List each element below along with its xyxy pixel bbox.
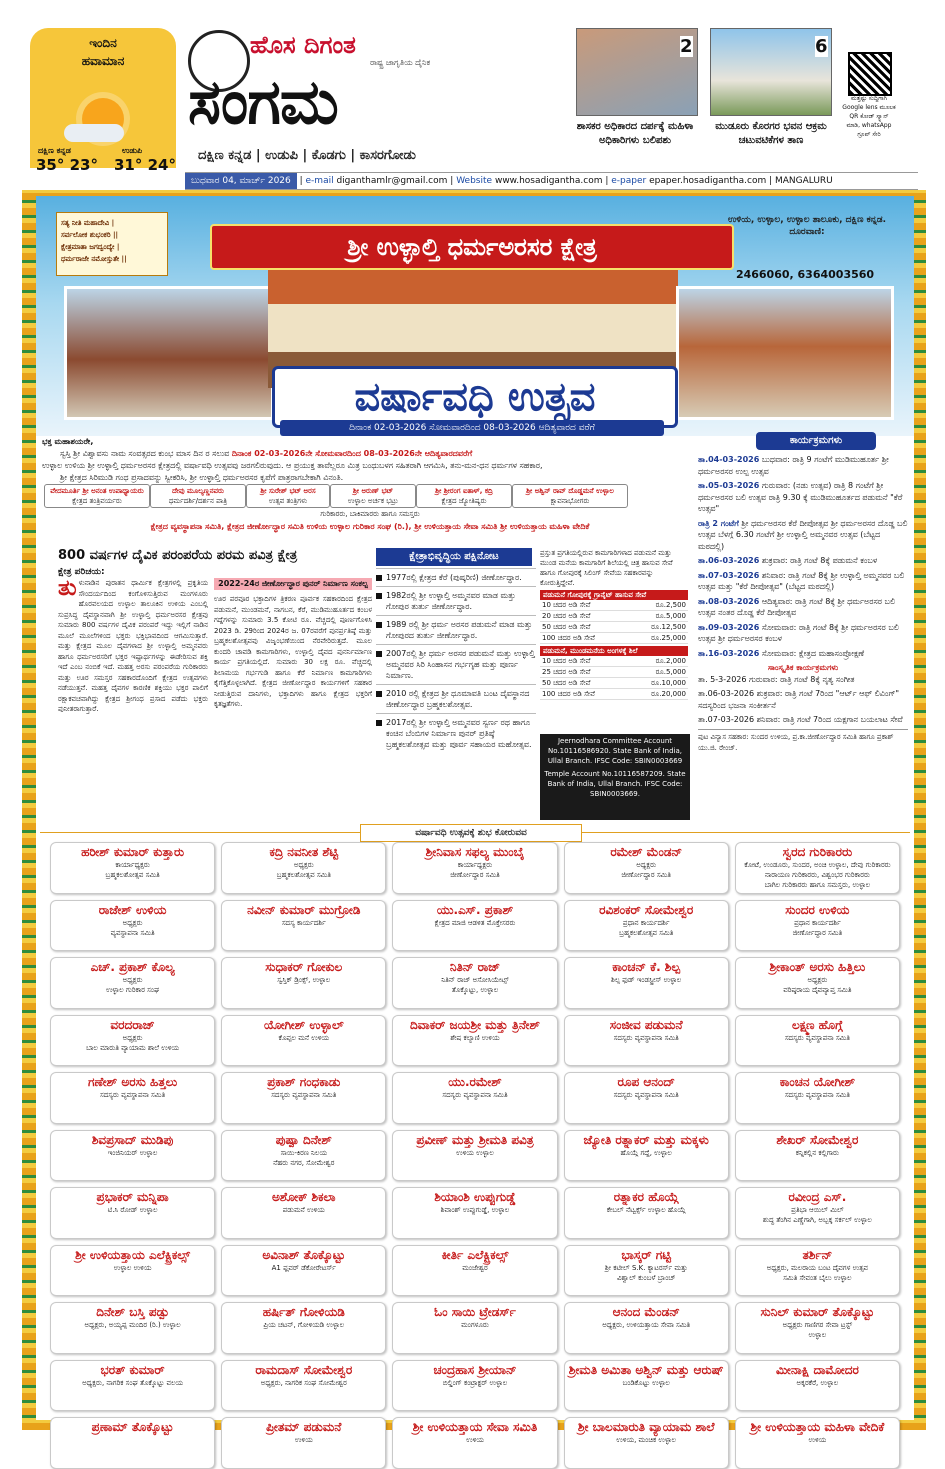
weather-left-label: ದಕ್ಷಿಣ ಕನ್ನಡ <box>38 146 71 155</box>
greeter-name: ಭಾಸ್ಕರ್ ಗಟ್ಟಿ <box>621 1247 671 1262</box>
temple-name: ಶ್ರೀ ಉಳ್ಳಾಲ್ತಿ ಧರ್ಮಅರಸರ ಕ್ಷೇತ್ರ <box>210 224 734 270</box>
greeter-name: ಕಾಂಚನ ಯೋಗೀಶ್ <box>779 1075 855 1089</box>
greeting-card <box>392 1417 557 1469</box>
greeter-detail: ಕಾರ್ಯಾಧ್ಯಕ್ಷರು <box>457 861 493 869</box>
greeter-detail: ವರಿಷ್ಠರಾಯ ದೈವವ್ಯಾಪ್ತ ಸಮಿತಿ <box>783 986 852 994</box>
cultural-item: ತಾ.07-03-2026 ಶನಿವಾರ: ರಾತ್ರಿ ಗಂಟೆ 7ರಿಂದ ಯಕ್ಷಗಾನ ಬಯಲಾಟ ಸೇವೆ <box>698 715 903 724</box>
greeter-name: ತರ್ಶಿನ್ <box>802 1247 833 1262</box>
greeter-detail: ಮಂಜೇಶ್ವರ <box>462 1263 488 1272</box>
bank-account-1: Jeernodhara Committee Account No.10116586920. State Bank of India, Ullal Branch. IFSC Code: SBIN0003669 <box>547 737 683 765</box>
weather-title-1: ಇಂದಿನ <box>89 36 117 50</box>
development-item: 2007ರಲ್ಲಿ ಶ್ರೀ ಧರ್ಮ ಅರಸರ ಪಡುಮನೆ ಮತ್ತು ಉಳ್ಳಾಲ್ತಿ ಅಮ್ಮನವರ ಸಿರಿ ಸಿಂಹಾಸನ ಗರ್ಭಗೃಹ ಮತ್ತು ಪೂರ್ಣ ನಿರ್ಮಾಣ. <box>376 644 536 684</box>
greeter-detail: ಬಂಡಿಕೊಟ್ಟು ಉಳ್ಳಾಲ <box>622 1378 670 1387</box>
greeter-detail: ಅಧ್ಯಕ್ಷರು <box>122 1033 143 1042</box>
bank-account-2: Temple Account No.10116587209. State Bank of India, Ullal Branch. IFSC Code: SBIN0003669. <box>544 770 686 798</box>
program-item: ತಾ.08-03-2026 ಆದಿತ್ಯವಾರ: ರಾತ್ರಿ ಗಂಟೆ 8ಕ್ಕೆ ಶ್ರೀ ಧರ್ಮಅರಸರ ಬಲಿ ಉತ್ಸವ ನಂತರ ದೊಡ್ಡ ಕೆರೆ ದೀಪೋತ್ಸವ <box>698 596 896 617</box>
official-chip: ವೇದಮೂರ್ತಿ ಶ್ರೀ ಅನಂತ ಉಪಾಧ್ಯಾಯರು ಕ್ಷೇತ್ರದ ತಂತ್ರಿವರ್ಯರು <box>44 484 150 508</box>
invitation-body-1: ಸ್ವಸ್ತಿ ಶ್ರೀ ವಿಶ್ವಾವಸು ನಾಮ ಸಂವತ್ಸರದ ಕುಂಭ ಮಾಸ ದಿನ ರ ಸಲುವ <box>60 449 230 458</box>
official-chip: ಶ್ರೀ ಅಶ್ವಿನ್ ರಾವ್ ದೊಡ್ಡಮನೆ ಉಳ್ಳಾಲ ಕ್ಷಾವನಾಭೋಗರು <box>512 484 628 508</box>
official-chip: ದೇವು ಮೂಲ್ಯಣ್ಣನವರು ಧರ್ಮದರ್ಶಿ/ದರ್ಶನ ಪಾತ್ರಿ <box>150 484 246 508</box>
greeter-detail: ಶುದ್ಧ ತೆಂಗಿನ ಎಣ್ಣೆಗಾಗಿ, ಅಬ್ಬಕ್ಕ ಸರ್ಕಲ್ ಉಳ್ಳಾಲ <box>762 1216 872 1224</box>
greeter-detail: ಅಧ್ಯಕ್ಷರು, ಉಳಿಯತ್ತಾಯ ಸೇವಾ ಸಮಿತಿ <box>602 1321 691 1329</box>
greeting-card <box>221 1245 386 1297</box>
verse-line: ಕ್ಷೇತ್ರಮಾತಾ ಜಗದ್ವಂದ್ಯೇ | <box>61 243 120 251</box>
program-item: ರಾತ್ರಿ 2 ಗಂಟೆಗೆ ಶ್ರೀ ಧರ್ಮಅರಸರ ಕೆರೆ ದೀಪೋತ್ಸವ ಶ್ರೀ ಧರ್ಮಅರಸರ ದೊಡ್ಡ ಬಲಿ ಉತ್ಸವ ಬೆಳಗ್ಗೆ 6.30 ಗಂಟೆಗೆ ಶ್ರೀ ಉಳ್ಳಾಲ್ತಿ ಅಮ್ಮನವರ ಉತ್ಸವ (ಬೆಟ್ಟದ ಮಠದಲ್ಲಿ) <box>698 518 908 551</box>
greeting-card <box>221 842 386 894</box>
program-item: ತಾ.06-03-2026 ಶುಕ್ರವಾರ: ರಾತ್ರಿ ಗಂಟೆ 8ಕ್ಕೆ ಪಡುಮನೆ ಕಂಬಳ <box>698 556 878 565</box>
weather-right-label: ಉಡುಪಿ <box>122 146 143 155</box>
greeter-detail: ಸದಸ್ಯರು ವ್ಯವಸ್ಥಾಪನಾ ಸಮಿತಿ <box>271 1091 337 1099</box>
brand-name: ಹೊಸ ದಿಗಂತ <box>250 30 356 59</box>
greeting-card <box>50 1130 215 1182</box>
greeting-card <box>735 957 900 1009</box>
article-text-1: ಳುನಾಡಿನ ಪುರಾತನ ಧಾರ್ಮಿಕ ಕ್ಷೇತ್ರಗಳಲ್ಲಿ ಪ್ರಕೃತಿಯ ಸೌಂದರ್ಯದಿಂದ ಕಂಗೊಳಿಸುತ್ತಿರುವ ಮಂಗಳೂರು ಹೊರವಲಯದ ಉಳ್ಳಾಲ ತಾಲೂಕಿನ ಉಳಿಯ ಎಂಬಲ್ಲಿ ಸುಪ್ರಸಿದ್ಧ ದೈವಸ್ಥಾನವಾಗಿ ಶ್ರೀ ಉಳ್ಳಾಲ್ತಿ ಧರ್ಮಅರಸರ ಕ್ಷೇತ್ರವು ಸುಮಾರು 800 ವರ್ಷಗಳ ದೈವಿಕ ಪರಂಪರೆ ಇದ್ದು ಇಲ್ಲಿಗೆ ನಾಡಿನ ಮೂಲೆ ಮೂಲೆಗಳಿಂದ ಭಕ್ತರು ಭಕ್ತಿಭಾವದಿಂದ ಆಗಮಿಸುತ್ತಾರೆ. ಮತ್ತು ಕ್ಷೇತ್ರದ ಮೂಲ ದೈವಗಳಾದ ಶ್ರೀ ಉಳ್ಳಾಲ್ತಿ ಅಮ್ಮನವರು ಹಾಗೂ ಧರ್ಮಅರಸರಿಗೆ ಭಕ್ತರ ಇಷ್ಟಾರ್ಥಗಳನ್ನು ಈಡೇರಿಸುವ ಶಕ್ತಿ ಇದೆ ಎಂಬ ನಂಬಿಕೆ ಇದೆ. ಮಹತ್ತ ಅರಸು ಪರಂಪರೆಯ ಗುರಿಕಾರರು ಮತ್ತು ಊರ ಸಮಸ್ತರ ಸಹಕಾರದೊಂದಿಗೆ ಕ್ಷೇತ್ರದ ಉತ್ಸವಗಳು ನಡೆಯುತ್ತವೆ. ಮಹತ್ತ ದೈವಗಳ ಕಾರಣಿಕ ಶಕ್ತಿಯು ಭಕ್ತರ ಪಾಲಿಗೆ ರಕ್ಷಾಕವಚವಾಗಿದ್ದು ಕ್ಷೇತ್ರದ ಶ್ರೀಗಂಧ ಪ್ರಸಾದ ಪಡೆದು ಭಕ್ತರು ಪುನೀತರಾಗುತ್ತಾರೆ. <box>58 579 208 713</box>
greeter-detail: ಬಾಗಿಲ ಗುರಿಕಾರರು ಹಾಗೂ ಸಮಸ್ತರು, ಉಳ್ಳಾಲ <box>764 881 871 889</box>
table-row: 10 ಚದರ ಅಡಿ ಸೇವೆ ರೂ.2,000 <box>542 657 686 665</box>
promo-caption-1[interactable]: ಶಾಸಕರ ಅಧಿಕಾರದ ದರ್ಪಕ್ಕೆ ಮಹಿಳಾ ಅಧಿಕಾರಿಗಳು ಬಲಿಪಶು <box>576 121 694 146</box>
greetings-grid <box>50 842 900 1444</box>
greeting-card <box>392 1302 557 1354</box>
epaper-label: e-paper <box>611 176 647 186</box>
greeting-card <box>50 900 215 952</box>
greeter-detail: ಅಧ್ಯಕ್ಷರು <box>122 976 143 984</box>
greeting-card <box>50 842 215 894</box>
donation-table-2 <box>540 656 688 700</box>
greeter-detail: ಸ್ವಸ್ತಿಕ್ ಡ್ರಿಂಕ್ಸ್, ಉಳ್ಳಾಲ <box>277 976 331 984</box>
issue-date: ಬುಧವಾರ 04, ಮಾರ್ಚ್ 2026 <box>185 173 297 189</box>
donation-table-1-head: ಪಡುಮನೆ ಗೋಪುರಕ್ಕೆ ಗ್ರಾನೈಟ್ ಹಾಸುವ ಸೇವೆ <box>540 590 688 600</box>
greeter-name: ಮೀನಾಕ್ಷಿ ದಾಮೋದರ <box>775 1362 859 1377</box>
greeter-detail: ಉಳ್ಳಾಲ <box>808 1331 827 1339</box>
greeter-detail: ಸದಸ್ಯರು ವ್ಯವಸ್ಥಾಪನಾ ಸಮಿತಿ <box>613 1091 679 1099</box>
greeter-name: ಭರತ್ ಕುಮಾರ್ <box>100 1362 165 1377</box>
greeter-name: ಪ್ರಭಾಕರ್ ಮನ್ನಿಪಾ <box>96 1190 169 1204</box>
weather-left-temp: 35° 23° <box>36 156 98 174</box>
greeter-name: ಶಿಯಾಂಶಿ ಉಪ್ಪುಗುಡ್ಡೆ <box>434 1190 516 1204</box>
design-credit: ಪುಟ ವಿನ್ಯಾಸ ಸಹಕಾರ: ಸುಂದರ ಉಳಿಯ, ಪ್ರ.ಕಾ.ಜೀರ್ಣೋದ್ಧಾರ ಸಮಿತಿ ಹಾಗೂ ಪ್ರಕಾಶ್ ಯು.ಜಿ. ರೇಂಜ್. <box>698 729 908 755</box>
greeter-detail: ಅಧ್ಯಕ್ಷರು ಗಾಣಿಗರ ಸೇವಾ ಟ್ರಸ್ಟ್ <box>782 1321 853 1329</box>
greeter-detail: ಪ್ರಧಾನ ಕಾರ್ಯದರ್ಶಿ <box>794 918 841 927</box>
greeter-name: ಅಶೋಕ್ ಶಿಕಲಾ <box>272 1190 336 1204</box>
greeter-detail: ಉಳಿಯ <box>294 1436 313 1444</box>
greeter-detail: ಉಳಿಯ <box>808 1436 827 1444</box>
greeting-card <box>221 900 386 952</box>
greeting-card <box>735 842 900 894</box>
program-item: ತಾ.09-03-2026 ಸೋಮವಾರ: ರಾತ್ರಿ ಗಂಟೆ 8ಕ್ಕೆ ಶ್ರೀ ಧರ್ಮಅರಸರ ಬಲಿ ಉತ್ಸವ ಶ್ರೀ ಧರ್ಮಅರಸರ ಕಂಬಳ <box>698 622 899 643</box>
greeter-detail: ಶಿವಾಂಶ್ ಉಪ್ಪುಗುಡ್ಡೆ, ಉಳ್ಳಾಲ <box>440 1206 510 1214</box>
greeter-detail: ಬ್ರಹ್ಮಕಲಶೋತ್ಸವ ಸಮಿತಿ <box>619 928 674 937</box>
greeter-name: ಶ್ರೀ ಉಳಿಯತ್ತಾಯ ಸೇವಾ ಸಮಿತಿ <box>412 1420 538 1434</box>
greeter-name: ಗಣೇಶ್ ಅರಸು ಹಿತ್ತಲು <box>88 1075 178 1089</box>
greeter-detail: ಸದಸ್ಯರು ವ್ಯವಸ್ಥಾಪನಾ ಸಮಿತಿ <box>784 1033 850 1042</box>
greeter-name: ವರದರಾಜ್ <box>110 1017 155 1032</box>
development-list <box>376 568 536 818</box>
greeter-name: ಪ್ರಣಾಮ್ ತೊಕ್ಕೊಟ್ಟು <box>91 1420 174 1434</box>
official-chip: ಶ್ರೀ ಅರುಣ್ ಭಟ್ ಉಳ್ಳಾಲ ಅರ್ಚಕ ಭಟ್ರು <box>330 484 416 508</box>
invitation-greeting: ಭಕ್ತ ಮಹಾಶಯರೇ, <box>42 437 94 446</box>
greeter-detail: ಉಳಿಯ <box>466 1436 484 1444</box>
greeter-detail: ಸದಸ್ಯರು ವ್ಯವಸ್ಥಾಪನಾ ಸಮಿತಿ <box>442 1091 508 1099</box>
greeter-detail: ತೊಕ್ಕೊಟ್ಟು, ಉಳ್ಳಾಲ <box>451 986 499 994</box>
greeter-detail: ಉಳ್ಳಾಲ ಗುರಿಕಾರ ಸಂಘ <box>105 986 160 994</box>
greeter-name: ಶಿವಪ್ರಸಾದ್ ಮುಡಿಪು <box>91 1132 174 1147</box>
greeter-detail: ಕೇಬಲ್ ನೆಟ್ವರ್ಕ್ಸ್ ಉಳ್ಳಾಲ ಹೊಯ್ಗೆ <box>606 1206 686 1214</box>
greeter-detail: ಸಮಿತಿ ಸೇವಂತ ಬೈಲು ಉಳ್ಳಾಲ <box>783 1273 852 1282</box>
greeter-detail: ವ್ಯವಸ್ಥಾಪನಾ ಸಮಿತಿ <box>110 928 155 937</box>
greeting-card <box>50 1015 215 1067</box>
greeting-card <box>735 1187 900 1239</box>
table-row: 50 ಚದರ ಅಡಿ ಸೇವೆ ರೂ.12,500 <box>542 623 686 631</box>
greeter-detail: ಅಧ್ಯಕ್ಷರು <box>293 861 314 869</box>
cultural-item: ತಾ. 5-3-2026 ಗುರುವಾರ: ರಾತ್ರಿ ಗಂಟೆ 8ಕ್ಕೆ ನೃತ್ಯ ಸಂಗೀತ <box>698 674 855 684</box>
greeting-card <box>50 1245 215 1297</box>
table-row: 25 ಚದರ ಅಡಿ ಸೇವೆ ರೂ.5,000 <box>542 668 686 676</box>
greeter-detail: ಅಧ್ಯಕ್ಷರು, ನಾಗರಿಕ ಸಂಘ ತೊಕ್ಕೊಟ್ಟು ವಲಯ <box>82 1378 184 1387</box>
greeter-name: ರವೀಂದ್ರ ಎಸ್. <box>788 1190 847 1204</box>
greeter-detail: ಸದಸ್ಯ ಕಾರ್ಯದರ್ಶಿ <box>281 918 326 927</box>
temple-address: ಉಳಿಯ, ಉಳ್ಳಾಲ, ಉಳ್ಳಾಲ ತಾಲೂಕು, ದಕ್ಷಿಣ ಕನ್ನಡ. ದೂರವಾಣಿ: <box>727 215 887 237</box>
cultural-item: ತಾ.06-03-2026 ಶುಕ್ರವಾರ: ರಾತ್ರಿ ಗಂಟೆ 7ರಿಂದ "ಆರ್ಟ್ ಆಫ್ ಲಿವಿಂಗ್" ಸದಸ್ಯರಿಂದ ಭಜನಾ ಸಂಕೀರ್ತನೆ <box>698 689 900 710</box>
greeter-detail: ವಿಶ್ವಾಲ್ ಕುಂಬಳೆ ಬ್ರಾಂಚ್ <box>617 1273 676 1282</box>
greeter-detail: ಉಳಿಯ ಉಳ್ಳಾಲ <box>456 1148 494 1157</box>
programs-list <box>698 454 908 826</box>
greeter-detail: ಹೊಯ್ಗೆ ಗದ್ದೆ, ಉಳ್ಳಾಲ <box>620 1148 672 1157</box>
festival-dates: ದಿನಾಂಕ 02-03-2026 ಸೋಮವಾರದಿಂದ 08-03-2026 ಆದಿತ್ಯವಾರದ ವರೆಗೆ <box>280 420 664 436</box>
temple-photo-right <box>676 286 894 420</box>
greeting-card <box>735 1245 900 1297</box>
greeter-detail: ಕೋಟೆ, ಉಂಡೂರು, ಸುಂದರ, ಅಂಚಿ ಉಳ್ಳಾಲ, ದೇವು ಗುರಿಕಾರರು <box>744 861 891 869</box>
greeting-card <box>392 842 557 894</box>
development-item: 1989 ರಲ್ಲಿ ಶ್ರೀ ಧರ್ಮ ಅರಸರ ಪಡುಮನೆ ಮಾಡ ಮತ್ತು ಗೋಪುರದ ತುರ್ತು ಜೀರ್ಣೋದ್ಧಾರ. <box>376 615 536 644</box>
greeter-detail: ನಿತಿನ್ ರಾಜ್ ಅಸೋಸಿಯೇಟ್ಸ್ <box>441 976 509 984</box>
greeter-detail: ಜೀರ್ಣೋದ್ಧಾರ ಸಮಿತಿ <box>792 928 843 937</box>
verse-line: ಸತ್ಯ ನೀತಿ ಮಹಾದೇವಿ | <box>61 219 115 227</box>
greeter-name: ಸುಂದರ ಉಳಿಯ <box>785 902 850 917</box>
greeter-name: ರತ್ನಾಕರ ಹೊಯ್ಗೆ <box>613 1190 679 1204</box>
invitation-dates: ದಿನಾಂಕ 02-03-2026ನೇ ಸೋಮವಾರದಿಂದ 08-03-2026ನೇ ಆದಿತ್ಯವಾರದವರೆಗೆ <box>231 449 473 458</box>
greeting-card <box>564 1417 729 1469</box>
supplement-title: ಸಂಗಮ <box>188 65 338 138</box>
greeter-detail: ಸದಸ್ಯರು ವ್ಯವಸ್ಥಾಪನಾ ಸಮಿತಿ <box>100 1091 166 1099</box>
greeter-detail: ಕನ್ನಿಕಲ್ಲಿನ ಕಲ್ಲಿಗಾರು <box>795 1148 839 1157</box>
greeter-name: ಶ್ರೀಕಾಂತ್ ಅರಸು ಹಿತ್ತಿಲು <box>769 960 866 974</box>
greeting-card <box>735 1130 900 1182</box>
verse-line: ಸರ್ವಲೋಕ ಶುಭಂಕರಿ || <box>61 231 119 239</box>
greeter-detail: ನೆಹರು ನಗರ, ಸೋಮೇಶ್ವರ <box>273 1158 335 1167</box>
greeter-detail: ಪಡುಮನೆ ಉಳಿಯ <box>282 1206 325 1214</box>
greeting-card <box>50 1187 215 1239</box>
greeter-detail: A1 ಫ್ಲವರ್ ಡೆಕೋರೇಟರ್ಸ್ <box>271 1263 336 1272</box>
qr-instructions: ಮತ್ತಷ್ಟು ಸುದ್ದಿಗಾಗಿ Google lens ಮೂಲಕ QR ಕೋಡ್ ಸ್ಕ್ಯಾನ್ ಮಾಡಿ, whatsApp ಗ್ರೂಪ್ ಸೇರಿ <box>842 95 896 138</box>
greeting-card <box>392 1360 557 1412</box>
greeting-card <box>564 1015 729 1067</box>
verse-line: ಧರ್ಮರಾಜೇ ನಮೋಸ್ತುತೇ || <box>61 255 127 263</box>
table-row: 100 ಚದರ ಅಡಿ ಸೇವೆ ರೂ.20,000 <box>542 690 686 698</box>
program-item: ತಾ.16-03-2026 ಸೋಮವಾರ: ಕ್ಷೇತ್ರದ ಮಹಾಸಂಪ್ರೋಕ್ಷಣೆ <box>698 648 865 658</box>
greeter-detail: ಅಧ್ಯಕ್ಷರು <box>122 918 143 927</box>
article-column-2 <box>214 578 372 818</box>
greeting-card <box>221 1130 386 1182</box>
greeter-name: ಶ್ರೀ ಉಳಿಯತ್ತಾಯ ಮಹಿಳಾ ವೇದಿಕೆ <box>750 1420 885 1434</box>
donation-intro: ಪ್ರಸ್ತುತ ಪ್ರಗತಿಯಲ್ಲಿರುವ ಕಾಮಗಾರಿಗಳಾದ ಪಡುಮನೆ ಮತ್ತು ಮುಂಡ ಮನೆಯ ಕಾಮಗಾರಿಗೆ ಶಿಲೆಯಲ್ಲಿ ಚಿತ್ರ ಹಾಸುವ ಸೇವೆ ಹಾಗೂ ಗೋಪುರಕ್ಕೆ ಸಿಲಿಂಗ್ ಸೇವೆಯ ಸಹಕಾರವನ್ನು ಕೋರುತ್ತಿದ್ದೇವೆ. <box>540 549 673 587</box>
promo-caption-2[interactable]: ಮುಡೂರು ಕೊರಗರ ಭವನ ಆಕ್ರಮ ಚಟುವಟಿಕೆಗಳ ತಾಣ <box>715 121 827 146</box>
greeter-detail: ಬ್ರಹ್ಮಕಲಶೋತ್ಸವ ಸಮಿತಿ <box>105 871 160 879</box>
greeter-detail: ಅಧ್ಯಕ್ಷರು, ಅಯ್ಯಪ್ಪ ಮಂದಿರ (ರಿ.) ಉಳ್ಳಾಲ <box>84 1321 181 1329</box>
verse-box <box>56 212 168 276</box>
greeter-detail: ಇಂಜಿನಿಯರ್ ಉಳ್ಳಾಲ <box>107 1148 158 1157</box>
cloud-icon <box>64 124 124 142</box>
brand-tagline: ರಾಷ್ಟ್ರ ಜಾಗೃತಿಯ ದೈನಿಕ <box>370 58 431 67</box>
greeter-name: ರವಿಶಂಕರ್ ಸೋಮೇಶ್ವರ <box>599 902 694 917</box>
article-headline: 800 ವರ್ಷಗಳ ದೈವಿಕ ಪರಂಪರೆಯ ಪರಮ ಪವಿತ್ರ ಕ್ಷೇತ್ರ <box>58 548 298 563</box>
greeter-name: ಲಕ್ಷ್ಮಣ ಹೊಗ್ಗೆ <box>792 1017 843 1032</box>
weather-title-2: ಹವಾಮಾನ <box>81 54 125 68</box>
edition-city: MANGALURU <box>774 176 833 186</box>
greeting-card <box>221 1015 386 1067</box>
greeting-card <box>50 1417 215 1469</box>
greeter-name: ಹರೀಶ್ ಕುಮಾರ್ ಕುತ್ತಾರು <box>81 845 185 859</box>
official-chip: ಶ್ರೀ ಶ್ರೀರಂಗ ಐತಾಳ್, ಕದ್ರಿ ಕ್ಷೇತ್ರದ ಜ್ಯೋತಿಷ್ಯರು <box>416 484 512 508</box>
email-link[interactable]: diganthamlr@gmail.com <box>336 176 448 186</box>
greeter-name: ಓಂ ಸಾಯಿ ಟ್ರೇಡರ್ಸ್ <box>434 1305 516 1319</box>
invitation-body-2: ಉಳ್ಳಾಲ ಉಳಿಯ ಶ್ರೀ ಉಳ್ಳಾಲ್ತಿ ಧರ್ಮಅರಸರ ಕ್ಷೇತ್ರದಲ್ಲಿ ವರ್ಷಾವಧಿ ಉತ್ಸವವು ಜರಗಲಿರುವುದು. ಆ ಪ್ರಯುಕ್ತ ತಾವೆಲ್ಲರೂ ಮಿತ್ರ ಬಂಧುಬಳಗ ಸಹಿತರಾಗಿ ಆಗಮಿಸಿ, ತನು-ಮನ-ಧನ ಧರ್ಮಗಳ ಸಹಕಾರ, <box>42 461 543 470</box>
development-item: 1982ರಲ್ಲಿ ಶ್ರೀ ಉಳ್ಳಾಲ್ತಿ ಅಮ್ಮನವರ ಮಾಡ ಮತ್ತು ಗೋಪುರ ತುರ್ತು ಜೀರ್ಣೋದ್ಧಾರ. <box>376 586 536 615</box>
email-label: e-mail <box>305 176 334 186</box>
greeter-detail: ಬಾಲ ಮಾರುತಿ ವ್ಯಾಯಾಮ ಶಾಲೆ ಉಳಿಯ <box>86 1043 180 1052</box>
greeter-name: ರಾಮದಾಸ್ ಸೋಮೇಶ್ವರ <box>255 1362 353 1377</box>
greeter-name: ಕಾಂಚನ್ ಕೆ. ಶಿಲ್ಪ <box>612 960 681 974</box>
renovation-heading: 2022-24ರ ಜೀರ್ಣೋದ್ಧಾರ ಪುನರ್ ನಿರ್ಮಾಣ ಸಂಕಲ್ಪ <box>214 578 372 590</box>
table-row: 20 ಚದರ ಅಡಿ ಸೇವೆ ರೂ.5,000 <box>542 612 686 620</box>
bank-details <box>540 734 690 820</box>
promo-page-2: 6 <box>815 36 828 57</box>
greeter-name: ಸುನಿಲ್ ಕುಮಾರ್ ತೊಕ್ಕೊಟ್ಟು <box>760 1305 875 1319</box>
greeter-name: ಹರ್ಷಿತ್ ಗೋಳಿಯಡಿ <box>262 1305 345 1319</box>
table-row: 100 ಚದರ ಅಡಿ ಸೇವೆ ರೂ.25,000 <box>542 634 686 642</box>
greeter-detail: ಮಂಗಳೂರು <box>461 1321 489 1329</box>
greeter-detail: ಸಾಯಿ-ಕಿರಣ ನಿಲಯ <box>280 1148 327 1157</box>
greeter-name: ಯು.ಎಸ್. ಪ್ರಕಾಶ್ <box>436 902 514 917</box>
development-item: 1977ರಲ್ಲಿ ಕ್ಷೇತ್ರದ ಕೆರೆ (ಪುಷ್ಕರಿಣಿ) ಜೀರ್ಣೋದ್ಧಾರ. <box>376 568 536 586</box>
greeter-name: ರಮೇಶ್ ಮೆಂಡನ್ <box>610 845 683 859</box>
greeting-card <box>735 1015 900 1067</box>
greeter-detail: ಪ್ರತಿಭಾ ಆಯಿಲ್ ಮಿಲ್ <box>791 1206 844 1214</box>
greeting-card <box>392 1130 557 1182</box>
greeter-detail: ಬ್ರಹ್ಮಕಲಶೋತ್ಸವ ಸಮಿತಿ <box>276 871 331 879</box>
program-item: ತಾ.07-03-2026 ಶನಿವಾರ: ರಾತ್ರಿ ಗಂಟೆ 8ಕ್ಕೆ ಶ್ರೀ ಉಳ್ಳಾಲ್ತಿ ಅಮ್ಮನವರ ಬಲಿ ಉತ್ಸವ ಮತ್ತು "ಕೆರೆ ದೀಪೋತ್ಸವ" (ಬೆಟ್ಟದ ಮಠದಲ್ಲಿ) <box>698 570 905 591</box>
greeting-card <box>564 1245 729 1297</box>
greeting-card <box>392 1187 557 1239</box>
greeter-name: ಕೀರ್ತಿ ಎಲೆಕ್ಟ್ರಿಕಲ್ಸ್ <box>441 1247 509 1262</box>
greeting-card <box>564 1130 729 1182</box>
greetings-heading: ವರ್ಷಾವಧಿ ಉತ್ಸವಕ್ಕೆ ಶುಭ ಕೋರುವವ <box>360 824 582 842</box>
invitation-subnote: ಗುರಿಕಾರರು, ಬಾಕಿಮಾರರು ಹಾಗೂ ಸಮಸ್ತರು <box>320 510 420 518</box>
article-text-2: ಊರ ಪರವೂರ ಭಕ್ತಾದಿಗಳ ತ್ರಿಕರಣ ಪೂರ್ವಕ ಸಹಕಾರದಿಂದ ಕ್ಷೇತ್ರದ ಪಡುಮನೆ, ಮುಂಡಮನೆ, ನಾಗಬನ, ಕೆರೆ, ಮುಡಿಮುಹೂರ್ತದ ಕಂಬಳ ಗದ್ದೆಗಳನ್ನು ಸುಮಾರು 3.5 ಕೋಟಿ ರೂ. ವೆಚ್ಚದಲ್ಲಿ ಪೂರ್ಣಗೊಳಿಸಿ 2023 ಡಿ. 29ರಿಂದ 2024ರ ಜ. 07ರವರೆಗೆ ಪುನರ್ಪ್ರತಿಷ್ಠೆ ಮತ್ತು ಬ್ರಹ್ಮಕಲಶೋತ್ಸವವು ವಿಜೃಂಭಣೆಯಿಂದ ನೆರವೇರಿರುತ್ತದೆ. ಮೂಲ ಕುಂದರಿ ಚಾವಡಿ ಕಾಮಗಾರಿಗಳು, ಉಳ್ಳಾಲ್ತಿ ದೈವದ ಪುನರ್ನಿರ್ಮಾಣ ಕಾರ್ಯ ಪ್ರಗತಿಯಲ್ಲಿದೆ. ಸುಮಾರು 30 ಲಕ್ಷ ರೂ. ವೆಚ್ಚದಲ್ಲಿ ಶಿಲಾಮಯ ಗರ್ಭಗುಡಿ ಹಾಗೂ ಕೆರೆ ನಿರ್ಮಾಣ ಕಾಮಗಾರಿಗಳು ಕೈಗೆತ್ತಿಕೊಳ್ಳಲಾಗಿದೆ. ಕ್ಷೇತ್ರದ ಜೀರ್ಣೋದ್ಧಾರ ಕಾರ್ಯಗಳಿಗೆ ಸಹಕಾರ ನೀಡುತ್ತಿರುವ ದಾನಿಗಳು, ಭಕ್ತಾದಿಗಳು ಹಾಗೂ ಕ್ಷೇತ್ರದ ಭಕ್ತರಿಗೆ ಕೃತಜ್ಞತೆಗಳು. <box>214 595 372 708</box>
donation-table-1 <box>540 600 688 644</box>
greeting-card <box>735 900 900 952</box>
greeter-detail: ಅಧ್ಯಕ್ಷರು <box>636 861 657 869</box>
greeting-card <box>50 1072 215 1124</box>
program-item: ತಾ.04-03-2026 ಬುಧವಾರ: ರಾತ್ರಿ 9 ಗಂಟೆಗೆ ಮುಡಿಮುಹೂರ್ತ ಶ್ರೀ ಧರ್ಮಅರಸರ ಉಲ್ಪ ಉತ್ಸವ <box>698 455 889 476</box>
greeting-card <box>564 842 729 894</box>
greeter-detail: ಜೀರ್ಣೋದ್ಧಾರ ಸಮಿತಿ <box>450 871 500 879</box>
greeter-detail: ಸದಸ್ಯರು ವ್ಯವಸ್ಥಾಪನಾ ಸಮಿತಿ <box>613 1033 679 1042</box>
greeter-name: ಪ್ರಕಾಶ್ ಗಂಧಕಾಡು <box>267 1075 341 1089</box>
greeter-name: ಶೇಖರ್ ಸೋಮೇಶ್ವರ <box>776 1132 859 1147</box>
greeting-card <box>564 1187 729 1239</box>
greeter-detail: ಶ್ರೀ ಕಟೀಲ್ S.K. ಕ್ಯಾಟರರ್ಸ್ ಮತ್ತು <box>604 1263 688 1272</box>
greeter-detail: ಕಾರ್ಯಾಧ್ಯಕ್ಷರು <box>115 861 150 869</box>
greeting-card <box>221 1417 386 1469</box>
qr-code-icon[interactable] <box>848 52 892 96</box>
greeter-detail: ಅಕ್ಕರಕೆರೆ, ಉಳ್ಳಾಲ <box>796 1378 839 1387</box>
greeter-name: ದಿನೇಶ್ ಬಸ್ತಿ ಪಡ್ಪು <box>96 1305 169 1319</box>
greeting-card <box>735 1360 900 1412</box>
greeting-card <box>221 1072 386 1124</box>
greeter-name: ಪುಷ್ಪಾ ದಿನೇಶ್ <box>275 1132 332 1147</box>
greeting-card <box>564 1072 729 1124</box>
website-label: Website <box>456 176 493 186</box>
promo-page-1: 2 <box>680 36 693 57</box>
greeter-detail: ಸದಸ್ಯರು ವ್ಯವಸ್ಥಾಪನಾ ಸಮಿತಿ <box>784 1091 850 1099</box>
development-heading: ಕ್ಷೇತ್ರಾಭಿವೃದ್ಧಿಯ ಪಕ್ಷಿನೋಟ <box>376 548 532 566</box>
greeter-detail: ಬಿಲ್ಡಿಂಗ್ ಕಂಟ್ರಾಕ್ಟರ್ ಉಳ್ಳಾಲ <box>442 1378 508 1387</box>
greeting-card <box>392 1072 557 1124</box>
greeting-card <box>392 1245 557 1297</box>
greeter-detail: ಕ್ಷೇತ್ರದ ಮಾಜಿ ಆಡಳಿತ ಮೊಕ್ತೇಸರರು <box>434 918 516 927</box>
greeting-card <box>221 1360 386 1412</box>
greeter-detail: ಶಿಲ್ಪ ಫುಡ್ ಇಂಡಸ್ಟ್ರೀಸ್ ಉಳ್ಳಾಲ <box>611 976 682 984</box>
website-link[interactable]: www.hosadigantha.com <box>494 176 603 186</box>
greeter-detail: ಕೊಪ್ಪಲ ಮನೆ ಉಳಿಯ <box>278 1033 330 1042</box>
festival-title: ವರ್ಷಾವಧಿ ಉತ್ಸವ <box>272 366 678 428</box>
greeter-name: ಅವಿನಾಶ್ ತೊಕ್ಕೊಟ್ಟು <box>262 1247 346 1262</box>
committee-line: ಕ್ಷೇತ್ರದ ವ್ಯವಸ್ಥಾಪನಾ ಸಮಿತಿ, ಕ್ಷೇತ್ರದ ಜೀರ್ಣೋದ್ಧಾರ ಸಮಿತಿ ಉಳಿಯ ಉಳ್ಳಾಲ ಗುರಿಕಾರ ಸಂಘ (ರಿ.), ಶ್ರೀ ಉಳಿಯತ್ತಾಯ ಸೇವಾ ಸಮಿತಿ ಶ್ರೀ ಉಳಿಯತ್ತಾಯ ಮಹಿಳಾ ವೇದಿಕೆ <box>150 522 590 531</box>
greeter-name: ಯೋಗೀಶ್ ಉಳ್ಳಾಲ್ <box>263 1017 344 1032</box>
temple-photo-left <box>64 286 274 420</box>
greeter-name: ಸುಧಾಕರ್ ಗೋಕುಲ <box>265 960 343 974</box>
greeting-card <box>50 1360 215 1412</box>
greeter-name: ಶ್ರೀ ಬಾಲಮಾರುತಿ ವ್ಯಾಯಾಮ ಶಾಲೆ <box>577 1420 715 1434</box>
greeting-card <box>392 1015 557 1067</box>
greeter-name: ಶ್ರೀನಿವಾಸ ಸಫಲ್ಯ ಮುಂಬೈ <box>425 845 525 859</box>
greeter-detail: ಉಳ್ಳಾಲ ಉಳಿಯ <box>113 1263 152 1272</box>
greeter-name: ಸ್ವರದ ಗುರಿಕಾರರು <box>782 845 853 859</box>
development-item: 2017ರಲ್ಲಿ ಶ್ರೀ ಉಳ್ಳಾಲ್ತಿ ಅಮ್ಮನವರ ಸ್ವರ್ಣ ರಥ ಹಾಗೂ ಕಂಚಿನ ಬೆಂಬಿಗಳ ನಿರ್ಮಾಣ ಪುನರ್ ಪ್ರತಿಷ್ಠೆ ಬ್ರಹ್ಮಕಲಶೋತ್ಸವ ಮತ್ತು ಪೂರ್ವ ಸಹಾಯರ ಮಹೋತ್ಸವ. <box>376 713 536 753</box>
greeting-card <box>392 957 557 1009</box>
greeter-name: ಪ್ರವೀಣ್ ಮತ್ತು ಶ್ರೀಮತಿ ಪವಿತ್ರ <box>416 1132 534 1147</box>
greeter-name: ದಿವಾಕರ್ ಜಯಶ್ರೀ ಮತ್ತು ತ್ರಿನೇಶ್ <box>410 1017 540 1032</box>
greeter-detail: ಅಧ್ಯಕ್ಷರು, ನಾಗರಿಕ ಸಂಘ ಸೋಮೇಶ್ವರ <box>260 1378 347 1387</box>
greeter-name: ಕದ್ರಿ ನವನೀತ ಶೆಟ್ಟಿ <box>269 845 339 859</box>
greeter-detail: ಶೇಷ ಕಲ್ಯಾಣಿ ಉಳಿಯ <box>450 1033 500 1042</box>
greeter-name: ಶ್ರೀಮತಿ ಅಮಿತಾ ಅಶ್ವಿನ್ ಮತ್ತು ಆರುಷ್ <box>568 1362 724 1377</box>
greeting-card <box>735 1072 900 1124</box>
greeting-card <box>221 957 386 1009</box>
greeting-card <box>392 900 557 952</box>
greeting-card <box>221 1302 386 1354</box>
greeter-detail: ಜೀರ್ಣೋದ್ಧಾರ ಸಮಿತಿ <box>621 871 671 879</box>
greeter-name: ನಿತಿನ್ ರಾಜ್ <box>449 960 501 974</box>
greeting-card <box>735 1417 900 1469</box>
article-column-1 <box>58 578 208 818</box>
weather-box <box>30 28 176 174</box>
districts-line: ದಕ್ಷಿಣ ಕನ್ನಡ | ಉಡುಪಿ | ಕೊಡಗು | ಕಾಸರಗೋಡು <box>198 148 416 163</box>
greeter-detail: ಅಧ್ಯಕ್ಷರು <box>807 976 828 984</box>
article-dropcap: ತು <box>58 576 77 601</box>
greeter-name: ಪ್ರೀತಮ್ ಪಡುಮನೆ <box>266 1420 342 1434</box>
greeting-card <box>564 957 729 1009</box>
promo-photo-2[interactable] <box>710 28 832 116</box>
greeter-name: ಯು.ರಮೇಶ್ <box>448 1075 502 1089</box>
greeter-name: ಜ್ಯೋತಿ ರತ್ನಾಕರ್ ಮತ್ತು ಮಕ್ಕಳು <box>583 1132 709 1147</box>
greeting-card <box>564 1360 729 1412</box>
donation-table-2-head: ಪಡುಮನೆ, ಮುಂಡಮನೆಯ ಅಂಗಳಕ್ಕೆ ಶಿಲೆ <box>540 646 688 656</box>
greeting-card <box>50 957 215 1009</box>
epaper-link[interactable]: epaper.hosadigantha.com <box>649 176 767 186</box>
greeter-detail: ಅಧ್ಯಕ್ಷರು, ಮಲರಾಯ ಬಂಟ ದೈವಗಳ ಉತ್ಸವ <box>766 1263 868 1272</box>
greeting-card <box>221 1187 386 1239</box>
temple-phone: 2466060, 6364003560 <box>735 268 875 281</box>
greeter-name: ಎಚ್. ಪ್ರಕಾಶ್ ಕೊಲ್ಯ <box>90 960 175 974</box>
greeter-name: ರಾಜೇಶ್ ಉಳಿಯ <box>98 902 167 917</box>
greeter-name: ನವೀನ್ ಕುಮಾರ್ ಮುಗ್ರೋಡಿ <box>247 902 361 917</box>
greeting-card <box>735 1302 900 1354</box>
greeter-name: ಶ್ರೀ ಉಳಿಯತ್ತಾಯ ಎಲೆಕ್ಟ್ರಿಕಲ್ಸ್ <box>75 1247 191 1262</box>
invitation-body-3: ಶ್ರೀ ಕ್ಷೇತ್ರದ ಸಿರಿಮುಡಿ ಗಂಧ ಪ್ರಸಾದವನ್ನು ಸ್ವೀಕರಿಸಿ, ಶ್ರೀ ಉಳ್ಳಾಲ್ತಿ ಧರ್ಮಅರಸರ ಕೃಪೆಗೆ ಪಾತ್ರರಾಗಬೇಕಾಗಿ ವಿನಂತಿ. <box>60 473 344 482</box>
greeting-card <box>564 1302 729 1354</box>
greeting-card <box>564 900 729 952</box>
official-chip: ಶ್ರೀ ಸುರೇಶ್ ಭಟ್ ಅರಸ ಉತ್ಸವ ತಂತ್ರಿಗಳು <box>246 484 330 508</box>
table-row: 10 ಚದರ ಅಡಿ ಸೇವೆ ರೂ.2,500 <box>542 601 686 609</box>
greeter-detail: ಉಳಿಯ, ಮಂಚಿಕ ಉಳ್ಳಾಲ <box>616 1436 677 1444</box>
cultural-heading: ಸಾಂಸ್ಕೃತಿಕ ಕಾರ್ಯಕ್ರಮಗಳು <box>767 663 839 672</box>
greeter-detail: ಪ್ರಧಾನ ಕಾರ್ಯದರ್ಶಿ <box>622 918 670 927</box>
greeter-name: ಆನಂದ ಮೆಂಡನ್ <box>612 1305 680 1319</box>
greeter-detail: ಪ್ರಿಯ ಚಟನ್, ಗೋಳಿಯಡಿ ಉಳ್ಳಾಲ <box>263 1321 345 1329</box>
development-item: 2010 ರಲ್ಲಿ ಕ್ಷೇತ್ರದ ಶ್ರೀ ಧೂಮಾವತಿ ಬಂಟ ದೈವಸ್ಥಾನದ ಜೀರ್ಣೋದ್ಧಾರ ಬ್ರಹ್ಮಕಲಶೋತ್ಸವ. <box>376 684 536 713</box>
dateline-strip: ಬುಧವಾರ 04, ಮಾರ್ಚ್ 2026 | e-mail diganthamlr@gmail.com | Website www.hosadigantha.com | e-paper epaper.hosadigantha.com | MANGALURU <box>185 172 918 190</box>
greeter-name: ಸಂಜೀವ ಪಡುಮನೆ <box>609 1017 683 1032</box>
greeter-detail: ಟಿ.ಸಿ ರೋಡ್ ಉಳ್ಳಾಲ <box>107 1206 158 1214</box>
greeting-card <box>50 1302 215 1354</box>
greeter-name: ಚಂದ್ರಹಾಸ ಶ್ರೀಯಾನ್ <box>433 1362 517 1377</box>
program-item: ತಾ.05-03-2026 ಗುರುವಾರ: (ನಡು ಉತ್ಸವ) ರಾತ್ರಿ 8 ಗಂಟೆಗೆ ಶ್ರೀ ಧರ್ಮಅರಸರ ಬಲಿ ಉತ್ಸವ ರಾತ್ರಿ 9.30 ಕ್ಕೆ ಮುಡಿಮುಹೂರ್ತದ ಪಡುಮನೆ "ಕೆರೆ ಉತ್ಸವ" <box>698 481 903 513</box>
weather-right-temp: 31° 24° <box>114 156 176 174</box>
programs-heading: ಕಾರ್ಯಕ್ರಮಗಳು <box>756 432 876 450</box>
greeter-name: ರೂಪ ಆನಂದ್ <box>617 1075 675 1089</box>
greeter-detail: ನಾರಾಯಣ ಗುರಿಕಾರರು, ವಿಶ್ವಂಭರ ಗುರಿಕಾರರು <box>764 871 870 879</box>
article-kicker: ಕ್ಷೇತ್ರ ಪರಿಚಯ: <box>58 567 105 577</box>
table-row: 50 ಚದರ ಅಡಿ ಸೇವೆ ರೂ.10,000 <box>542 679 686 687</box>
